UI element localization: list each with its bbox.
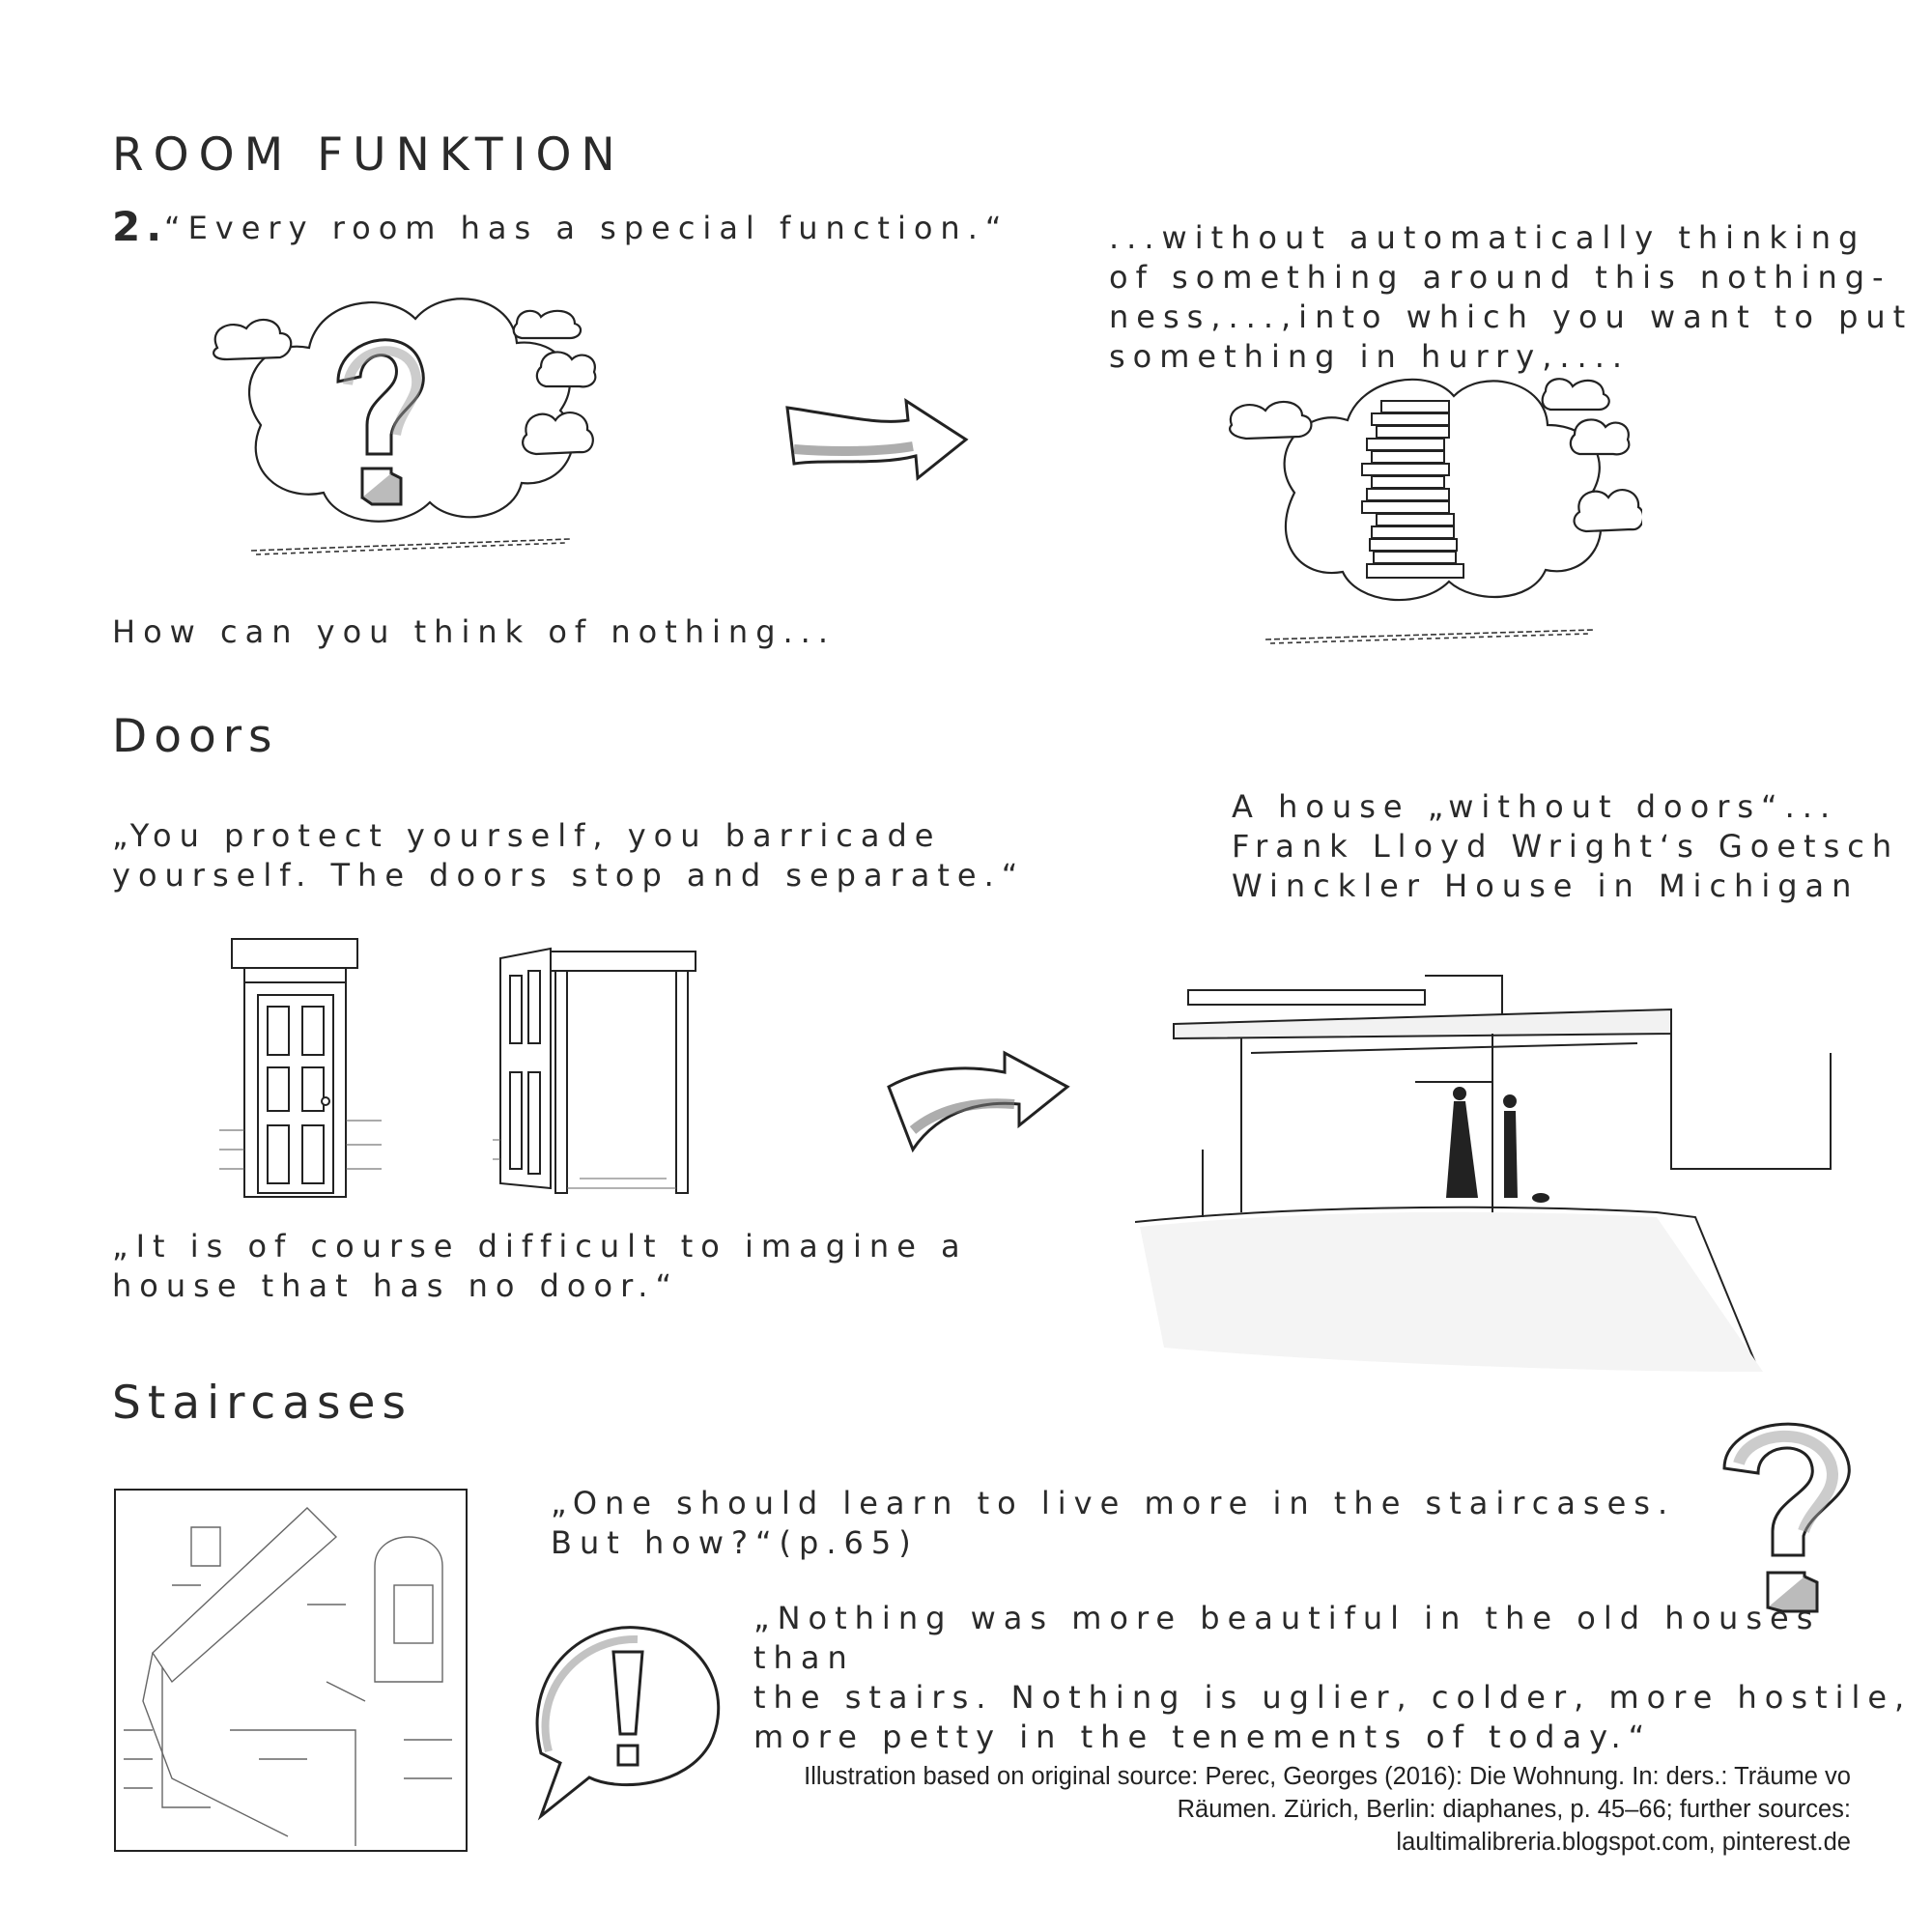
curved-arrow-icon <box>782 396 976 483</box>
exclamation-speech-bubble-icon <box>522 1618 729 1821</box>
book-stack-cloud-icon <box>1227 357 1642 647</box>
room-thought-continuation: ...without automatically thinking of something around this nothing- ness,...,into which you want to put something in hurry,.... <box>1109 219 1914 375</box>
staircase-drawing <box>114 1489 468 1852</box>
room-quote: “Every room has a special function.“ <box>164 210 1009 246</box>
doors-quote-imagine: „It is of course difficult to imagine a house that has no door.“ <box>112 1228 968 1304</box>
section-title-staircases: Staircases <box>112 1377 412 1430</box>
house-icon <box>1135 966 1850 1372</box>
section-title-doors: Doors <box>112 710 279 763</box>
curved-arrow-icon <box>884 1048 1077 1154</box>
question-mark-icon <box>1715 1410 1869 1613</box>
source-credit: Illustration based on original source: Perec, Georges (2016): Die Wohnung. In: ders.: Träume vo Räumen. Zürich, Berlin: diaphanes, p. 45–66; further sources: laultimalibreria.blogspot.com, pinterest.de <box>804 1763 1851 1856</box>
doors-house-caption: A house „without doors“... Frank Lloyd Wright‘s Goetsch Winckler House in Michigan <box>1232 788 1900 904</box>
room-question: How can you think of nothing... <box>112 613 837 650</box>
open-door-icon <box>493 947 705 1198</box>
section-title-room-funktion: ROOM FUNKTION <box>112 128 625 182</box>
doors-quote-protect: „You protect yourself, you barricade yourself. The doors stop and separate.“ <box>112 817 1026 894</box>
question-mark-cloud-icon <box>203 280 599 560</box>
staircases-quote-learn: „One should learn to live more in the staircases. But how?“(p.65) <box>551 1485 1676 1561</box>
closed-door-icon <box>217 937 391 1198</box>
room-number: 2. <box>112 203 168 250</box>
staircases-quote-beautiful: „Nothing was more beautiful in the old houses than the stairs. Nothing is uglier, colder, more hostile, more petty in the tenements of today.“ <box>753 1600 1913 1755</box>
